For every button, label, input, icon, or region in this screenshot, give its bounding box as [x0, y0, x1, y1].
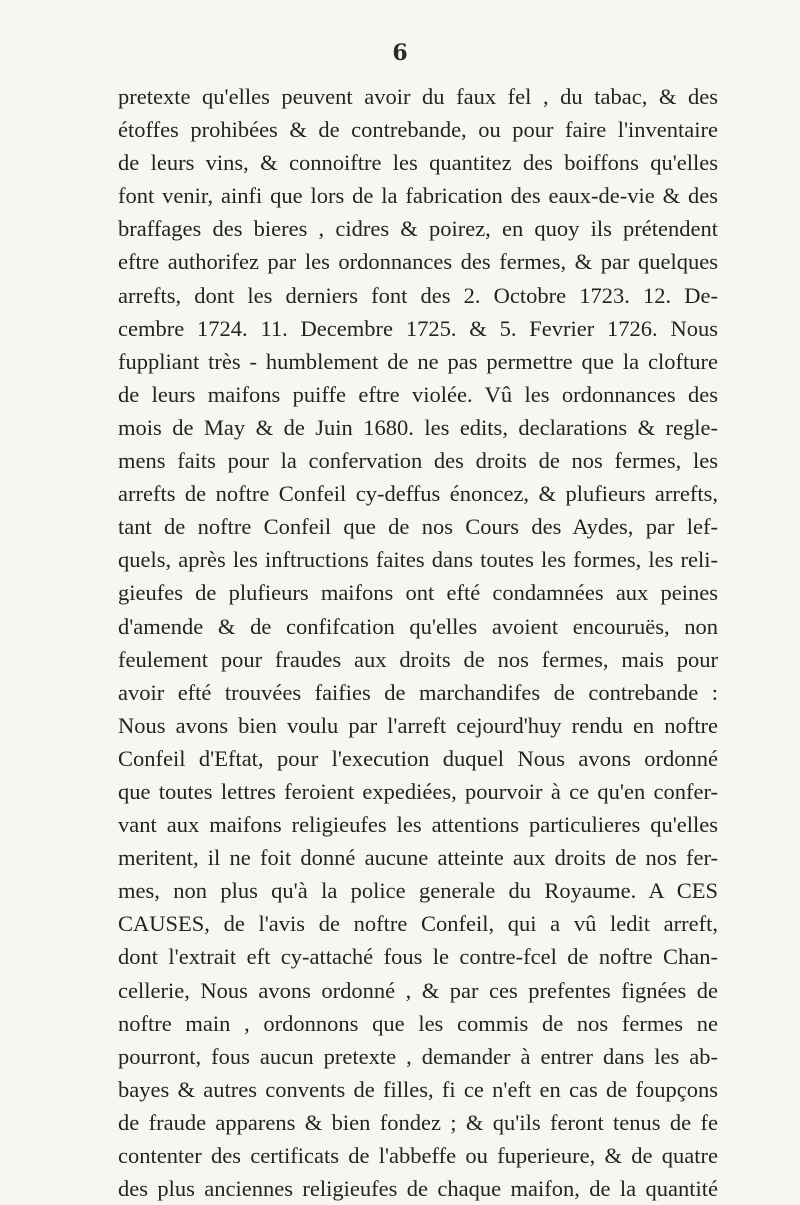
text-line: pourront, fous aucun pretexte , demander à entrer dans les ab-	[118, 1043, 718, 1069]
text-line: meritent, il ne foit donné aucune atteinte aux droits de nos fer-	[118, 845, 718, 871]
text-line: étoffes prohibées & de contrebande, ou pour faire l'inventaire	[118, 117, 718, 143]
text-line: arrefts de noftre Confeil cy-deffus énoncez, & plufieurs arrefts,	[118, 481, 718, 507]
text-line: bayes & autres convents de filles, fi ce n'eft en cas de foupçons	[118, 1076, 718, 1102]
text-line: CAUSES, de l'avis de noftre Confeil, qui a vû ledit arreft,	[118, 911, 718, 937]
text-line: mens faits pour la confervation des droits de nos fermes, les	[118, 448, 718, 474]
text-line: vant aux maifons religieufes les attentions particulieres qu'elles	[118, 812, 718, 838]
text-line: de fraude apparens & bien fondez ; & qu'ils feront tenus de fe	[118, 1109, 718, 1135]
text-line: Nous avons bien voulu par l'arreft cejourd'huy rendu en noftre	[118, 712, 718, 738]
text-line: gieufes de plufieurs maifons ont efté condamnées aux peines	[118, 580, 718, 606]
text-line: dont l'extrait eft cy-attaché fous le contre-fcel de noftre Chan-	[118, 944, 718, 970]
text-line: de leurs maifons puiffe eftre violée. Vû les ordonnances des	[118, 381, 718, 407]
text-line: mes, non plus qu'à la police generale du Royaume. A CES	[118, 878, 718, 904]
text-line: feulement pour fraudes aux droits de nos fermes, mais pour	[118, 646, 718, 672]
body-text	[118, 80, 718, 1205]
text-line: mois de May & de Juin 1680. les edits, declarations & regle-	[118, 414, 718, 440]
text-line: fuppliant très - humblement de ne pas permettre que la clofture	[118, 348, 718, 374]
text-line: tant de noftre Confeil que de nos Cours des Aydes, par lef-	[118, 514, 718, 540]
text-line: d'amende & de confifcation qu'elles avoient encouruës, non	[118, 613, 718, 639]
text-line: font venir, ainfi que lors de la fabrication des eaux-de-vie & des	[118, 183, 718, 209]
text-line: eftre authorifez par les ordonnances des fermes, & par quelques	[118, 249, 718, 275]
text-line: braffages des bieres , cidres & poirez, en quoy ils prétendent	[118, 216, 718, 242]
text-line: Confeil d'Eftat, pour l'execution duquel Nous avons ordonné	[118, 745, 718, 771]
text-line: arrefts, dont les derniers font des 2. Octobre 1723. 12. De-	[118, 282, 718, 308]
text-line: cembre 1724. 11. Decembre 1725. & 5. Fevrier 1726. Nous	[118, 315, 718, 341]
text-line: pretexte qu'elles peuvent avoir du faux fel , du tabac, & des	[118, 84, 718, 109]
text-line: de leurs vins, & connoiftre les quantitez des boiffons qu'elles	[118, 150, 718, 176]
text-line: des plus anciennes religieufes de chaque maifon, de la quantité	[118, 1176, 718, 1202]
page-number: 6	[392, 40, 408, 66]
text-line: contenter des certificats de l'abbeffe ou fuperieure, & de quatre	[118, 1143, 718, 1168]
text-line: que toutes lettres feroient expediées, pourvoir à ce qu'en confer-	[118, 778, 718, 804]
text-line: avoir efté trouvées faifies de marchandifes de contrebande :	[118, 679, 718, 705]
text-line: noftre main , ordonnons que les commis de nos fermes ne	[118, 1010, 718, 1036]
text-line: cellerie, Nous avons ordonné , & par ces prefentes fignées de	[118, 977, 718, 1003]
text-line: quels, après les inftructions faites dans toutes les formes, les reli-	[118, 547, 718, 573]
